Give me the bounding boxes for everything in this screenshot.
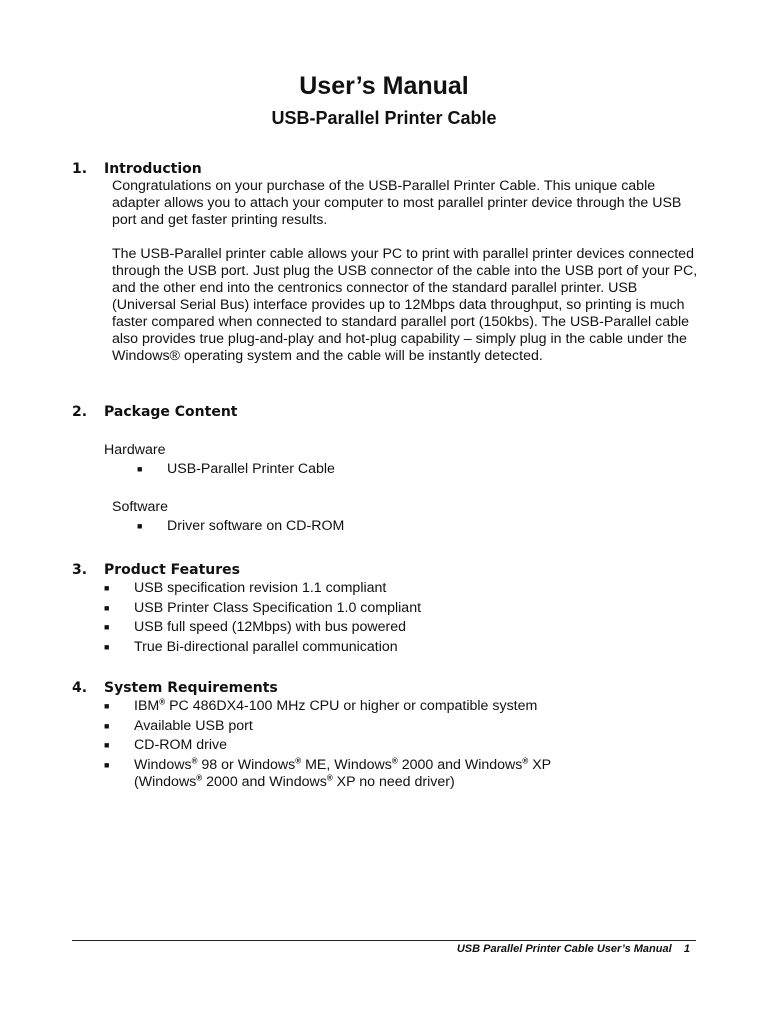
page-footer: USB Parallel Printer Cable User’s Manual 1 <box>456 943 690 955</box>
list-item: ■ USB full speed (12Mbps) with bus powered <box>104 619 407 635</box>
bullet-icon: ■ <box>104 583 110 593</box>
list-item: ■ CD-ROM drive <box>104 737 228 753</box>
list-item: ■ USB-Parallel Printer Cable <box>137 461 335 477</box>
section-number: 4. <box>72 680 88 696</box>
list-item: ■ Windows® 98 or Windows® ME, Windows® 2000 and Windows® XP (Windows® 2000 and Windows® XP no need driver) <box>104 755 552 790</box>
bullet-icon: ■ <box>104 701 110 711</box>
intro-paragraph-2: The USB-Parallel printer cable allows your PC to print with parallel printer devices connected through the USB port. Just plug the USB connector of the cable into the USB port of your PC, and the other end into the centronics connector of the standard parallel printer. USB (Universal Serial Bus) interface provides up to 12Mbps data throughput, so printing is much faster compared when connected to standard parallel port (150kbs). The USB-Parallel cable also provides true plug-and-play and hot-plug capability – simply plug in the cable under the Windows® operating system and the cable will be instantly detected. <box>112 246 698 364</box>
intro-paragraph-1: Congratulations on your purchase of the USB-Parallel Printer Cable. This unique cable adapter allows you to attach your computer to most parallel printer device through the USB port and get faster printing results. <box>112 178 682 228</box>
section-heading <box>72 404 702 421</box>
bullet-icon: ■ <box>104 622 110 632</box>
page-subtitle: USB-Parallel Printer Cable <box>271 108 497 128</box>
hardware-group <box>72 442 702 481</box>
section-title: Package Content <box>104 404 238 420</box>
section-number: 1. <box>72 161 88 177</box>
software-group <box>72 499 702 538</box>
section-heading <box>72 161 702 178</box>
features-list <box>72 580 702 658</box>
bullet-icon: ■ <box>104 602 110 613</box>
registered-mark: ® <box>159 697 166 707</box>
footer-rule <box>72 940 696 941</box>
list-item: ■ USB specification revision 1.1 compliant <box>104 580 387 596</box>
section-title: System Requirements <box>104 680 278 696</box>
section-title: Product Features <box>104 562 240 578</box>
list-item: ■ Driver software on CD-ROM <box>137 518 345 534</box>
hardware-list <box>72 461 702 481</box>
bullet-icon: ■ <box>137 521 143 531</box>
section-product-features <box>72 562 702 658</box>
list-item: ■ USB Printer Class Specification 1.0 compliant <box>104 599 422 616</box>
bullet-icon: ■ <box>104 759 110 770</box>
requirements-list <box>72 698 702 791</box>
software-label: Software <box>112 499 168 515</box>
page-title: User’s Manual <box>299 72 469 100</box>
section-title: Introduction <box>104 161 202 177</box>
list-item: ■ True Bi-directional parallel communication <box>104 638 398 655</box>
bullet-icon: ■ <box>104 641 110 652</box>
bullet-icon: ■ <box>137 464 143 474</box>
section-package-content <box>72 404 702 421</box>
section-heading <box>72 562 702 579</box>
section-introduction <box>72 161 702 365</box>
software-list <box>72 518 702 538</box>
section-system-requirements <box>72 680 702 791</box>
section-number: 3. <box>72 562 88 578</box>
bullet-icon: ■ <box>104 720 110 731</box>
section-number: 2. <box>72 404 88 420</box>
section-heading <box>72 680 702 697</box>
list-item: ■ Available USB port <box>104 717 253 734</box>
bullet-icon: ■ <box>104 740 110 750</box>
hardware-label: Hardware <box>104 442 166 458</box>
list-item: ■ IBM® PC 486DX4-100 MHz CPU or higher or compatible system <box>104 697 538 714</box>
intro-body <box>112 178 702 365</box>
